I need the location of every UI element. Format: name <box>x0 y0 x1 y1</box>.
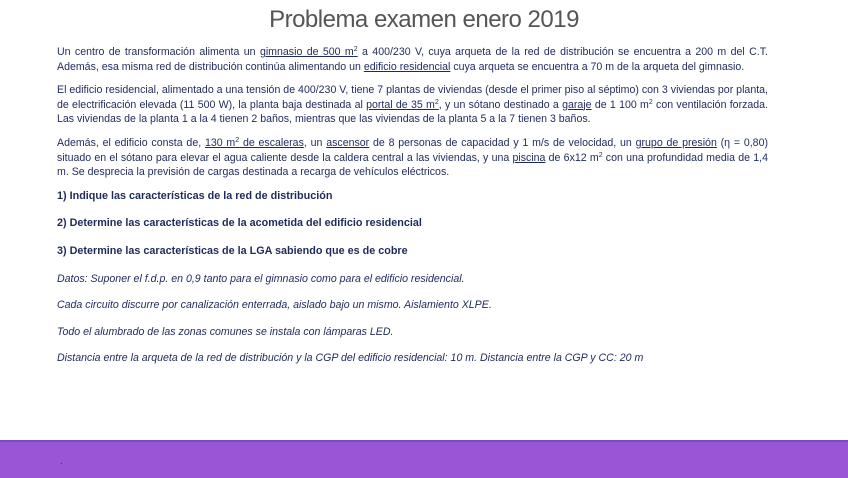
gym-sup: 2 <box>353 46 358 53</box>
pump-link: grupo de presión <box>635 136 717 149</box>
p3-text-5: de 6x12 m <box>545 151 599 164</box>
note-distances: Distancia entre la arqueta de la red de distribución y la CGP del edificio residencial: 10 m. Distancia entre la CGP y CC: 20 m <box>57 352 644 365</box>
portal-link <box>366 99 439 111</box>
building-link: edificio residencial <box>363 60 451 73</box>
paragraph-intro <box>57 45 768 74</box>
paragraph-building <box>57 83 768 127</box>
p1-text-2: a 400/230 V, cuya arqueta de la red de distribución se encuentra a 200 m del C.T. Además, esa misma red de distribución continúa alimentando un <box>57 46 768 73</box>
pool-sup: 2 <box>598 151 603 159</box>
garage-link: garaje <box>562 98 592 111</box>
p3-text-4: (η = 0,80) situado en el sótano para elevar el agua caliente desde la caldera central a las viviendas, y una <box>57 136 768 164</box>
question-2: 2) Determine las características de la acometida del edificio residencial <box>57 217 422 230</box>
p1-text-1: Un centro de transformación alimenta un <box>57 46 260 58</box>
stairs-sup: 2 <box>235 136 240 144</box>
p2-text-1: El edificio residencial, alimentado a una tensión de 400/230 V, tiene 7 plantas de viviendas (desde el primer piso al séptimo) con 3 viviendas por planta, de electrificación elevada (11 500 W), la planta baja destinada al <box>57 84 768 111</box>
slide-title: Problema examen enero 2019 <box>269 6 579 33</box>
problem-content <box>57 45 768 378</box>
p2-text-2: , y un sótano destinado a <box>438 98 563 111</box>
note-lighting: Todo el alumbrado de las zonas comunes se instala con lámparas LED. <box>57 325 394 338</box>
lift-link: ascensor <box>326 136 370 149</box>
stairs-label: 130 m <box>204 136 236 149</box>
note-circuits: Cada circuito discurre por canalización enterrada, aislado bajo un mismo. Aislamiento XLPE. <box>57 299 492 312</box>
portal-label: portal de 35 m <box>366 98 435 111</box>
pool-link: piscina <box>512 151 546 164</box>
footer-bar <box>0 442 848 478</box>
p3-text-1: Además, el edificio consta de, <box>57 136 205 149</box>
stairs-label-2: de escaleras <box>239 136 304 149</box>
stairs-link <box>205 137 304 149</box>
gym-link <box>260 46 358 58</box>
note-data: Datos: Suponer el f.d.p. en 0,9 tanto para el gimnasio como para el edificio residencial. <box>57 272 465 285</box>
p1-text-3: cuya arqueta se encuentra a 70 m de la arqueta del gimnasio. <box>450 60 745 73</box>
p3-text-3: de 8 personas de capacidad y 1 m/s de velocidad, un <box>369 136 636 149</box>
question-3: 3) Determine las características de la LGA sabiendo que es de cobre <box>57 244 408 257</box>
portal-sup: 2 <box>434 98 439 106</box>
gym-label: gimnasio de 500 m <box>259 46 354 58</box>
p2-text-3: de 1 100 m <box>591 98 649 111</box>
p3-text-6: con una profundidad media de 1,4 m. Se desprecia la previsión de cargas destinada a recarga de vehículos eléctricos. <box>57 151 768 179</box>
paragraph-services <box>57 136 768 180</box>
footer-text: . <box>60 456 63 467</box>
question-1: 1) Indique las características de la red de distribución <box>57 189 333 202</box>
p3-text-2: , un <box>303 136 327 149</box>
p2-text-4: con ventilación forzada. Las viviendas de la planta 1 a la 4 tienen 2 baños, mientras que las viviendas de la planta 5 a la 7 tienen 3 baños. <box>57 98 769 126</box>
garage-sup: 2 <box>648 98 653 106</box>
